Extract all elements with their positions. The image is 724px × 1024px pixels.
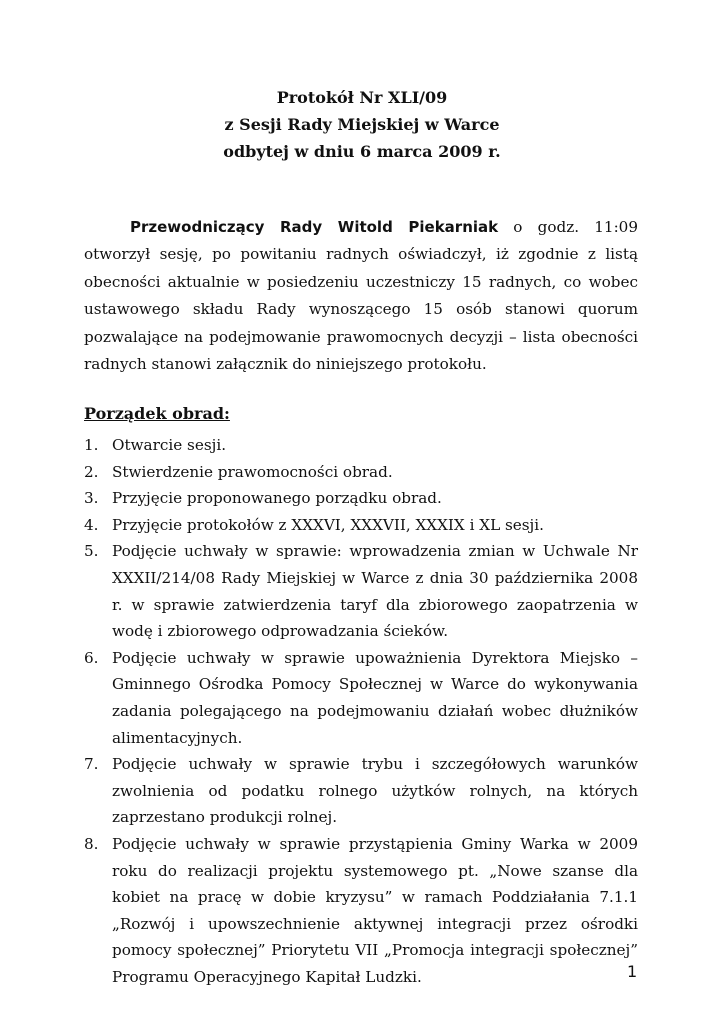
agenda-item-text: Przyjęcie proponowanego porządku obrad. <box>112 489 442 508</box>
agenda-item-text: Przyjęcie protokołów z XXXVI, XXXVII, XXXIX i XL sesji. <box>112 515 544 534</box>
agenda-item-text: Podjęcie uchwały w sprawie upoważnienia Dyrektora Miejsko – Gminnego Ośrodka Pomocy Społecznej w Warce do wykonywania zadania polegającego na podejmowaniu działań wobec dłużników alimentacyjnych. <box>112 648 638 747</box>
agenda-item-number: 7. <box>84 755 99 774</box>
agenda-item-number: 3. <box>84 489 99 508</box>
agenda-item <box>84 512 638 539</box>
agenda-item-number: 8. <box>84 834 99 853</box>
agenda-heading: Porządek obrad: <box>84 404 230 423</box>
document-title <box>0 84 724 165</box>
title-line-protocol-number: Protokół Nr XLI/09 <box>276 88 448 107</box>
agenda-item-text: Stwierdzenie prawomocności obrad. <box>112 462 393 481</box>
title-line-session: z Sesji Rady Miejskiej w Warce <box>224 115 500 134</box>
agenda-item <box>84 485 638 512</box>
page-number: 1 <box>627 962 638 981</box>
title-line-date: odbytej w dniu 6 marca 2009 r. <box>223 142 501 161</box>
agenda-item-number: 2. <box>84 462 99 481</box>
agenda-item-number: 1. <box>84 436 99 454</box>
agenda-list <box>84 432 638 990</box>
agenda-item-text: Podjęcie uchwały w sprawie trybu i szczegółowych warunków zwolnienia od podatku rolnego użytków rolnych, na których zaprzestano produkcji rolnej. <box>112 755 638 827</box>
agenda-item-text: Podjęcie uchwały w sprawie: wprowadzenia zmian w Uchwale Nr XXXII/214/08 Rady Miejskiej w Warce z dnia 30 października 2008 r. w sprawie zatwierdzenia taryf dla zbiorowego zaopatrzenia w wodę i zbiorowego odprowadzania ścieków. <box>112 542 638 641</box>
agenda-item-text: Otwarcie sesji. <box>112 436 227 454</box>
agenda-item-number: 6. <box>84 648 99 667</box>
agenda-item <box>84 432 638 459</box>
agenda-item <box>84 751 638 831</box>
agenda-item-text: Podjęcie uchwały w sprawie przystąpienia Gminy Warka w 2009 roku do realizacji projektu systemowego pt. „Nowe szanse dla kobiet na pracę w dobie kryzysu” w ramach Poddziałania 7.1.1 „Rozwój i upowszechnienie aktywnej integracji przez ośrodki pomocy społecznej” Priorytetu VII „Promocja integracji społecznej” Programu Operacyjnego Kapitał Ludzki. <box>112 834 638 986</box>
opening-paragraph <box>84 214 638 378</box>
chairman-name: Przewodniczący Rady Witold Piekarniak <box>130 218 499 236</box>
agenda-item <box>84 831 638 991</box>
agenda-item <box>84 538 638 644</box>
agenda-item-number: 5. <box>84 542 99 561</box>
agenda-item <box>84 645 638 751</box>
agenda-item <box>84 459 638 486</box>
agenda-item-number: 4. <box>84 515 99 534</box>
opening-text: o godz. 11:09 otworzył sesję, po powitaniu radnych oświadczył, iż zgodnie z listą obecności aktualnie w posiedzeniu uczestniczy 15 radnych, co wobec ustawowego składu Rady wynoszącego 15 osób stanowi quorum pozwalające na podejmowanie prawomocnych decyzji – lista obecności radnych stanowi załącznik do niniejszego protokołu. <box>84 218 639 374</box>
